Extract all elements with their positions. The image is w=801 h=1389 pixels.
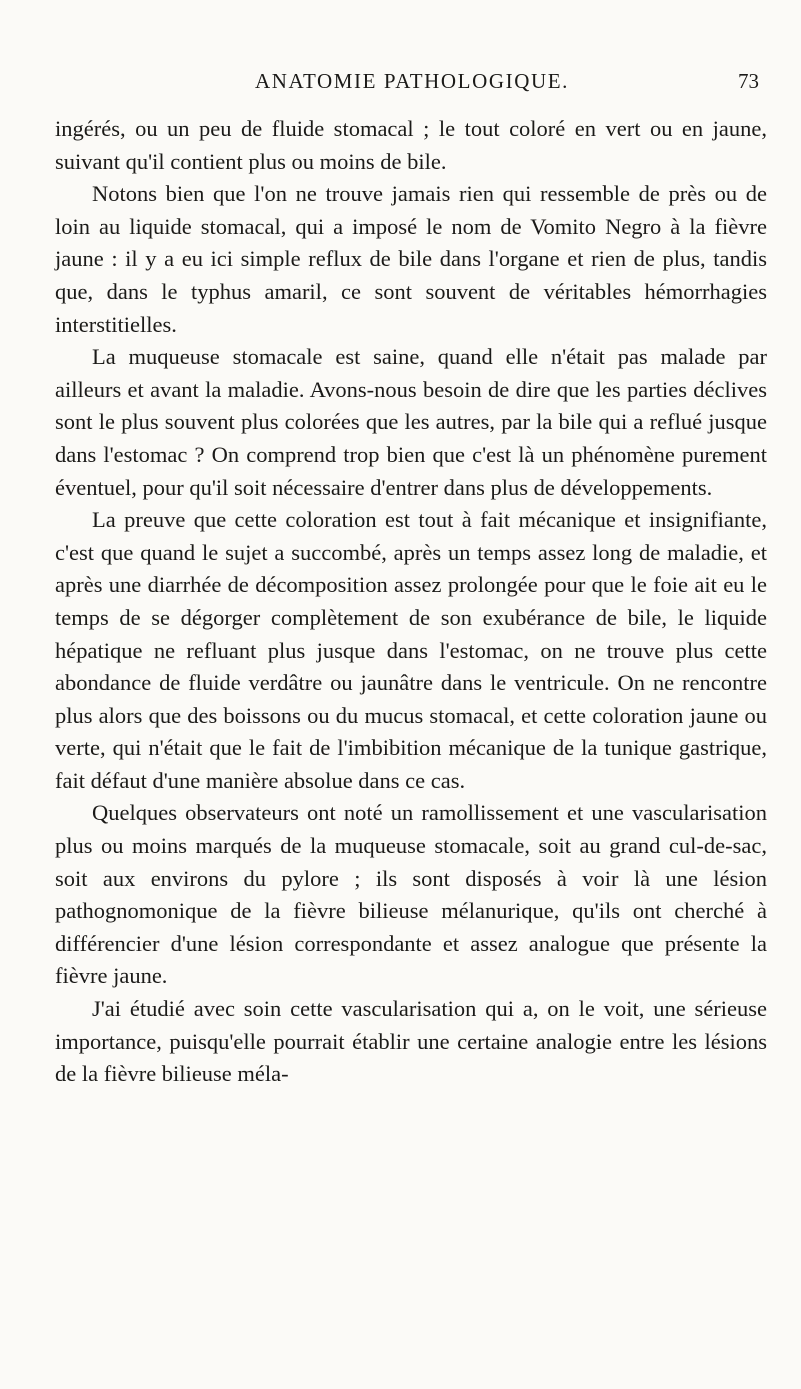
page-header [0, 66, 801, 96]
body-text [55, 113, 767, 1091]
paragraph-observateurs: Quelques observateurs ont noté un ramollissement et une vascularisation plus ou moins marqués de la muqueuse stomacale, soit au grand cul-de-sac, soit aux environs du pylore ; ils sont disposés à voir là une lésion pathognomonique de la fièvre bilieuse mélanurique, qu'ils ont cherché à différencier d'une lésion correspondante et assez analogue que présente la fièvre jaune. [55, 800, 767, 989]
paragraph-muqueuse: La muqueuse stomacale est saine, quand elle n'était pas malade par ailleurs et avant la maladie. Avons-nous besoin de dire que les parties déclives sont le plus souvent plus colorées que les autres, par la bile qui a reflué jusque dans l'estomac ? On comprend trop bien que c'est là un phénomène purement éventuel, pour qu'il soit nécessaire d'entrer dans plus de développements. [55, 344, 767, 500]
paragraph-vomito-negro: Notons bien que l'on ne trouve jamais rien qui ressemble de près ou de loin au liquide stomacal, qui a imposé le nom de Vomito Negro à la fièvre jaune : il y a eu ici simple reflux de bile dans l'organe et rien de plus, tandis que, dans le typhus amaril, ce sont souvent de véritables hémorrhagies interstitielles. [55, 181, 767, 337]
page-number: 73 [738, 69, 759, 93]
paragraph-vascularisation: J'ai étudié avec soin cette vascularisation qui a, on le voit, une sérieuse importance, puisqu'elle pourrait établir une certaine analogie entre les lésions de la fièvre bilieuse méla- [55, 996, 767, 1087]
paragraph-preuve-coloration: La preuve que cette coloration est tout à fait mécanique et insignifiante, c'est que quand le sujet a succombé, après un temps assez long de maladie, et après une diarrhée de décomposition assez prolongée pour que le foie ait eu le temps de se dégorger complètement de son exubérance de bile, le liquide hépatique ne refluant plus jusque dans l'estomac, on ne trouve plus cette abondance de fluide verdâtre ou jaunâtre dans le ventricule. On ne rencontre plus alors que des boissons ou du mucus stomacal, et cette coloration jaune ou verte, qui n'était que le fait de l'imbibition mécanique de la tunique gastrique, fait défaut d'une manière absolue dans ce cas. [55, 507, 767, 793]
paragraph-continuation: ingérés, ou un peu de fluide stomacal ; le tout coloré en vert ou en jaune, suivant qu'il contient plus ou moins de bile. [55, 116, 767, 174]
running-title: ANATOMIE PATHOLOGIQUE. [255, 69, 570, 93]
